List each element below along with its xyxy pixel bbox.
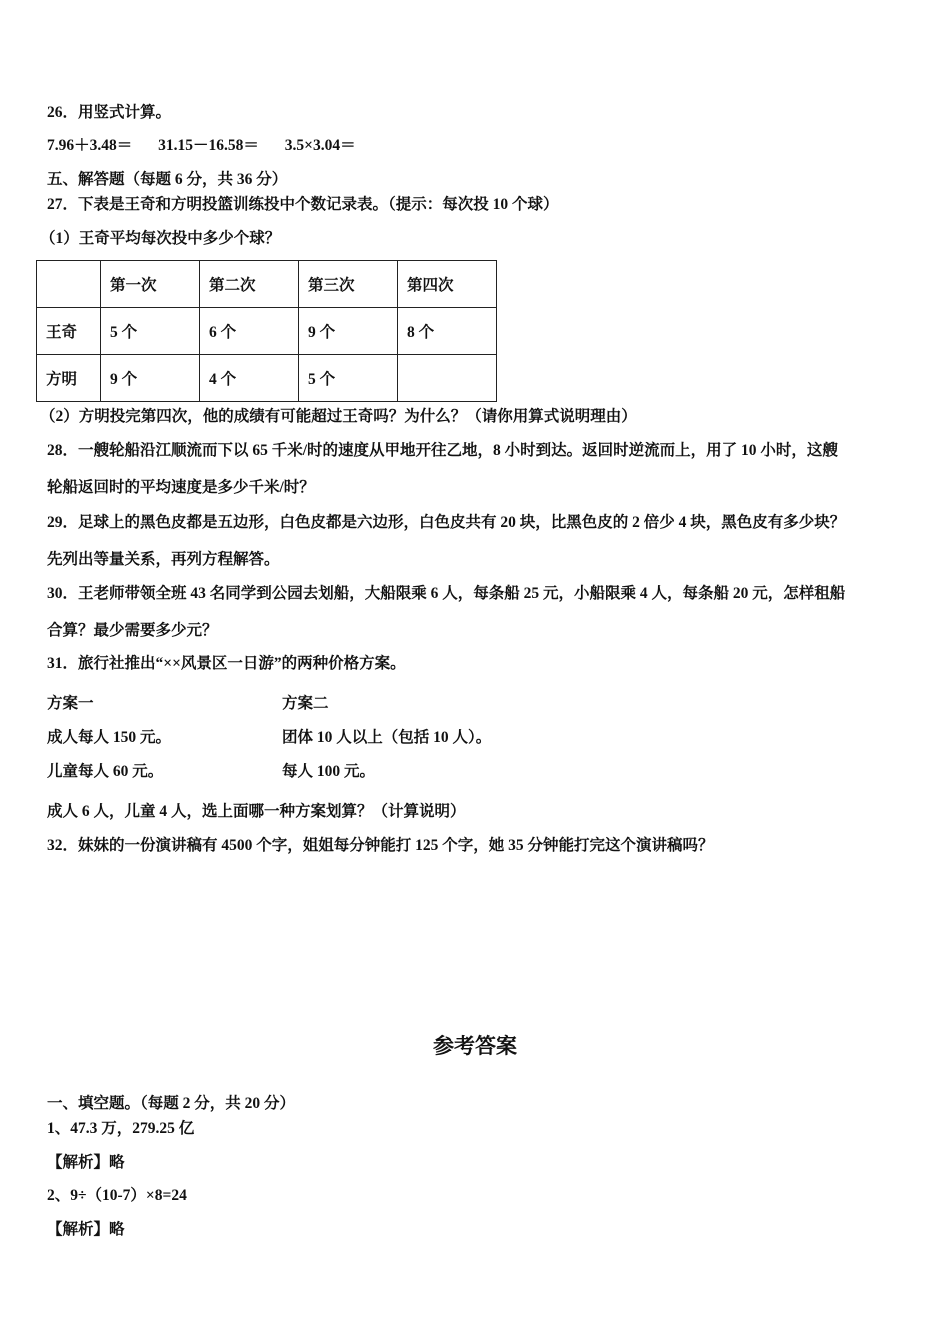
table-header: 第二次 — [200, 261, 299, 308]
answers-section1: 一、填空题。（每题 2 分，共 20 分） — [47, 1095, 296, 1112]
table-cell: 5 个 — [299, 355, 398, 402]
table-cell: 8 个 — [398, 308, 497, 355]
table-header: 第四次 — [398, 261, 497, 308]
q30-line2: 合算？最少需要多少元？ — [47, 622, 218, 639]
table-header: 第一次 — [101, 261, 200, 308]
q31-question: 成人 6 人，儿童 4 人，选上面哪一种方案划算？（计算说明） — [47, 803, 466, 820]
table-row — [37, 355, 497, 402]
q29-line2: 先列出等量关系，再列方程解答。 — [47, 551, 280, 568]
plan1-line1: 成人每人 150 元。 — [47, 729, 172, 746]
q28-line1: 28．一艘轮船沿江顺流而下以 65 千米/时的速度从甲地开往乙地，8 小时到达。返回时逆流而上，用了 10 小时，这艘 — [47, 442, 838, 459]
plan1-name: 方案一 — [47, 695, 94, 712]
table-row — [37, 308, 497, 355]
answers-title: 参考答案 — [433, 1034, 517, 1058]
plan2-line1: 团体 10 人以上（包括 10 人）。 — [282, 729, 492, 746]
q28-line2: 轮船返回时的平均速度是多少千米/时？ — [47, 479, 315, 496]
table-header: 第三次 — [299, 261, 398, 308]
q32: 32．妹妹的一份演讲稿有 4500 个字，姐姐每分钟能打 125 个字，她 35 分钟能打完这个演讲稿吗？ — [47, 837, 714, 854]
table-cell: 9 个 — [101, 355, 200, 402]
calc-3: 3.5×3.04＝ — [284, 137, 356, 154]
calc-2: 31.15－16.58＝ — [158, 137, 259, 154]
score-table — [36, 260, 497, 402]
q27-sub1: （1）王奇平均每次投中多少个球？ — [40, 230, 281, 247]
table-cell: 5 个 — [101, 308, 200, 355]
answer-2-note: 【解析】略 — [47, 1221, 125, 1238]
answer-1: 1、47.3 万，279.25 亿 — [47, 1120, 195, 1137]
answer-1-note: 【解析】略 — [47, 1154, 125, 1171]
q31-title: 31．旅行社推出“××风景区一日游”的两种价格方案。 — [47, 655, 406, 672]
q30-line1: 30．王老师带领全班 43 名同学到公园去划船，大船限乘 6 人，每条船 25 元，小船限乘 4 人，每条船 20 元，怎样租船 — [47, 585, 846, 602]
q27-title: 27．下表是王奇和方明投篮训练投中个数记录表。（提示：每次投 10 个球） — [47, 196, 559, 213]
q26-calcs — [47, 136, 378, 156]
table-cell: 9 个 — [299, 308, 398, 355]
plan2-line2: 每人 100 元。 — [282, 763, 376, 780]
plan2-name: 方案二 — [282, 695, 329, 712]
table-cell — [398, 355, 497, 402]
q26-title: 26．用竖式计算。 — [47, 104, 172, 121]
q27-sub2: （2）方明投完第四次，他的成绩有可能超过王奇吗？为什么？（请你用算式说明理由） — [40, 408, 637, 425]
calc-1: 7.96＋3.48＝ — [47, 137, 133, 154]
table-cell: 4 个 — [200, 355, 299, 402]
table-header-row — [37, 261, 497, 308]
table-cell: 方明 — [37, 355, 101, 402]
table-cell — [37, 261, 101, 308]
q29-line1: 29．足球上的黑色皮都是五边形，白色皮都是六边形，白色皮共有 20 块，比黑色皮的 2 倍少 4 块，黑色皮有多少块？ — [47, 514, 846, 531]
table-cell: 王奇 — [37, 308, 101, 355]
answer-2: 2、9÷（10-7）×8=24 — [47, 1187, 187, 1204]
table-cell: 6 个 — [200, 308, 299, 355]
section-5-heading: 五、解答题（每题 6 分，共 36 分） — [47, 171, 288, 188]
plan1-line2: 儿童每人 60 元。 — [47, 763, 164, 780]
